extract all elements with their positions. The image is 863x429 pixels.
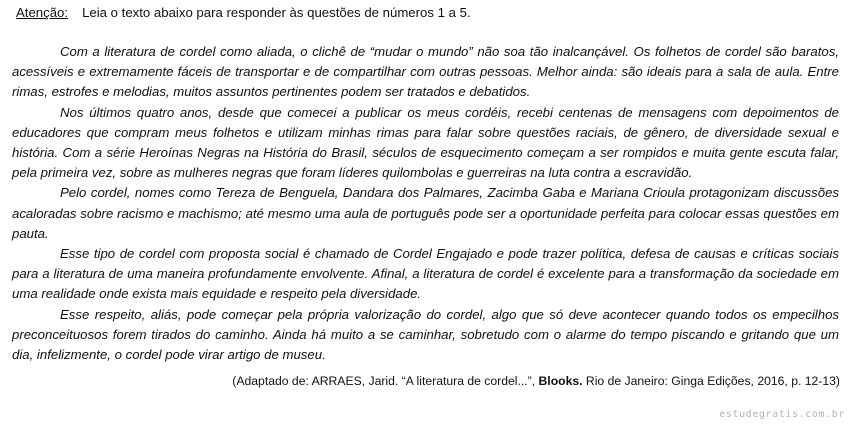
paragraph-2: Nos últimos quatro anos, desde que comecei a publicar os meus cordéis, recebi centenas de mensagens com depoimentos de educadores que compram meus folhetos e utilizam minhas rimas para falar sobre questões raciais, de gênero, de diversidade sexual e história. Com a série Heroínas Negras na História do Brasil, séculos de esquecimento começam a ser rompidos e muita gente escuta falar, pela primeira vez, sobre as mulheres negras que foram líderes quilombolas e guerreiras na luta contra a escravidão.	[12, 104, 839, 181]
instruction-text: Leia o texto abaixo para responder às questões de números 1 a 5.	[82, 5, 471, 20]
source-citation	[232, 373, 840, 389]
paragraph-4: Esse tipo de cordel com proposta social é chamado de Cordel Engajado e pode trazer política, defesa de causas e críticas sociais para a literatura de uma maneira profundamente envolvente. Afinal, a literatura de cordel é excelente para a transformação da sociedade em uma realidade onde exista mais equidade e respeito pela diversidade.	[12, 246, 839, 302]
article-text	[12, 42, 839, 365]
paragraph-3: Pelo cordel, nomes como Tereza de Benguela, Dandara dos Palmares, Zacimba Gaba e Mariana Crioula protagonizam discussões acaloradas sobre racismo e machismo; até mesmo uma aula de português pode ser a oportunidade perfeita para colocar essas questões em pauta.	[12, 185, 839, 241]
paragraph-5: Esse respeito, aliás, pode começar pela própria valorização do cordel, algo que só deve acontecer quando todos os empecilhos preconceituosos forem tirados do caminho. Ainda há muito a se caminhar, sobretudo com o alarme do tempo piscando e gritando que um dia, infelizmente, o cordel pode virar artigo de museu.	[12, 306, 839, 363]
citation-suffix: Rio de Janeiro: Ginga Edições, 2016, p. 12-13)	[585, 374, 840, 388]
site-watermark: estudegratis.com.br	[719, 409, 845, 420]
instruction-header	[16, 5, 471, 21]
paragraph-1: Com a literatura de cordel como aliada, o clichê de “mudar o mundo” não soa tão inalcançável. Os folhetos de cordel são baratos, acessíveis e extremamente fáceis de transportar e de compartilhar com outras pessoas. Melhor ainda: são ideais para a sala de aula. Entre rimas, estrofes e melodias, muitos assuntos pertinentes podem ser tratados e debatidos.	[12, 44, 839, 100]
citation-prefix: (Adaptado de: ARRAES, Jarid. “A literatura de cordel...”,	[232, 374, 536, 388]
citation-source: Blooks.	[538, 374, 583, 388]
attention-label: Atenção:	[16, 5, 69, 20]
